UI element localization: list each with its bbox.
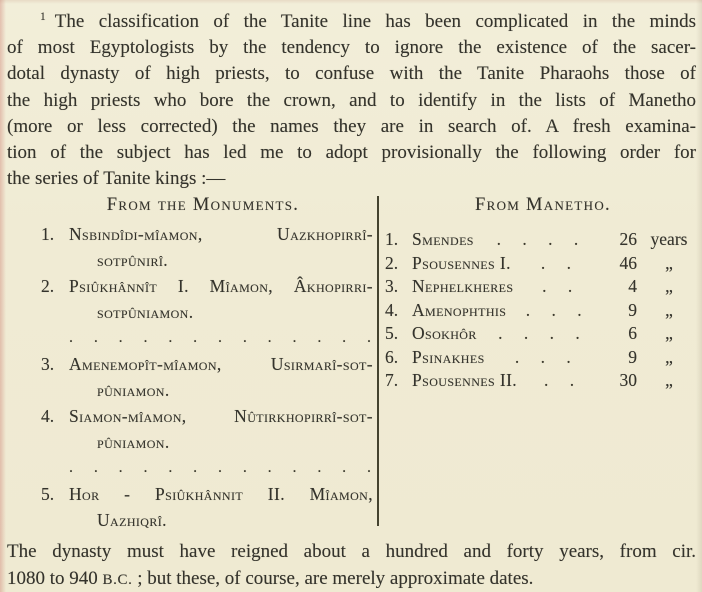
reign-years-value: 26 <box>619 229 637 250</box>
dot-leader: . . <box>543 370 575 391</box>
footnote-line: dotal dynasty of high priests, to confuse with the Tanite Pharaohs those of <box>7 63 696 85</box>
reign-years-value: 30 <box>619 370 637 391</box>
monument-entry-continuation: Uazhiqrî. <box>97 510 167 531</box>
row-number: 1. <box>385 229 399 250</box>
king-name: Psinakhes <box>412 346 485 367</box>
monument-entry-continuation: sotpûniamon. <box>97 302 194 323</box>
monuments-column-header: From the Monuments. <box>106 195 300 216</box>
closing-paragraph <box>7 538 696 592</box>
king-name: Psousennes I. <box>412 252 511 273</box>
king-name: Smendes <box>412 229 474 250</box>
closing-line: The dynasty must have reigned about a hundred and forty years, from cir. <box>7 541 696 563</box>
footnote-line: tion of the subject has led me to adopt provisionally the following order for <box>7 142 696 164</box>
entry-number: 1. <box>41 224 55 245</box>
entry-text: Nsbindîdi-mîamon, Uazkhopirrî- <box>69 224 373 245</box>
dot-leader: . . . . <box>496 229 579 250</box>
row-number: 3. <box>385 276 399 297</box>
manetho-column-header: From Manetho. <box>475 195 611 216</box>
dot-leader: . . . . <box>498 323 580 344</box>
row-number: 5. <box>385 323 399 344</box>
dot-leader: . . . <box>514 346 571 367</box>
manetho-column <box>385 192 701 393</box>
entry-number: 4. <box>41 406 55 427</box>
manetho-row <box>385 228 701 252</box>
column-divider-rule <box>377 196 379 526</box>
footnote-marker: 1 <box>40 10 46 23</box>
king-name: Osokhôr <box>412 323 477 344</box>
row-number: 2. <box>385 252 399 273</box>
dot-leader: . . . <box>525 299 582 320</box>
dot-leader: . . <box>540 252 571 273</box>
dot-leader: . . <box>542 276 573 297</box>
reign-years-unit: years <box>650 229 688 250</box>
footnote-line: (more or less corrected) the names they are in search of. A fresh examina- <box>7 115 696 137</box>
monument-entry-line <box>31 273 375 299</box>
footnote-line: the series of Tanite kings :— <box>7 168 226 190</box>
manetho-rows <box>385 221 701 393</box>
reign-years-value: 46 <box>619 252 637 273</box>
ditto-mark: „ <box>665 252 673 273</box>
reign-years-value: 4 <box>628 276 637 297</box>
bc-era-abbreviation: B.C. <box>102 572 133 589</box>
scan-edge-artifact-top <box>0 0 702 4</box>
footnote-paragraph <box>7 9 696 192</box>
manetho-row <box>385 369 701 393</box>
footnote-line: of most Egyptologists by the tendency to ignore the existence of the sacer- <box>7 37 696 59</box>
row-number: 7. <box>385 370 399 391</box>
ditto-mark: „ <box>665 370 673 391</box>
closing-line2-pre: 1080 to 940 <box>7 568 103 590</box>
footnote-line-text: The classification of the Tanite line has been complicated in the minds <box>54 11 696 32</box>
monuments-column <box>31 192 375 533</box>
monument-entry-continuation: sotpûnirî. <box>97 250 169 271</box>
king-name: Nephelkheres <box>412 276 514 297</box>
manetho-row <box>385 299 701 323</box>
row-number: 4. <box>385 299 399 320</box>
king-name: Psousennes II. <box>412 370 518 391</box>
entry-text: Psiûkhânnît I. Mîamon, Âkhopirri- <box>69 276 373 297</box>
ditto-mark: „ <box>665 299 673 320</box>
entry-text: Amenemopît-mîamon, Usirmarî-sot- <box>69 354 373 375</box>
entry-number: 5. <box>41 484 55 505</box>
row-number: 6. <box>385 346 399 367</box>
reign-years-value: 9 <box>628 346 637 367</box>
manetho-row <box>385 322 701 346</box>
monument-entry-line <box>31 351 375 377</box>
ditto-mark: „ <box>665 276 673 297</box>
monument-entry-line <box>31 403 375 429</box>
lacuna-dotted-line: . . . . . . . . . . . . . <box>69 329 371 347</box>
king-list-columns <box>7 192 696 538</box>
scan-edge-artifact-left <box>0 0 6 592</box>
entry-number: 3. <box>41 354 55 375</box>
ditto-mark: „ <box>665 346 673 367</box>
entry-text: Hor - Psiûkhânnit II. Mîamon, <box>69 484 373 505</box>
footnote-line <box>7 9 696 35</box>
closing-line <box>7 565 696 592</box>
monument-entry-line <box>31 481 375 507</box>
manetho-row <box>385 346 701 370</box>
monument-entry-continuation: pûniamon. <box>97 432 170 453</box>
lacuna-dotted-line: . . . . . . . . . . . . . <box>69 459 371 477</box>
footnote-line: the high priests who bore the crown, and to identify in the lists of Manetho <box>7 89 696 111</box>
monument-entry-continuation: pûniamon. <box>97 380 170 401</box>
reign-years-value: 6 <box>628 323 637 344</box>
king-name: Amenophthis <box>412 299 507 320</box>
monument-entry-line <box>31 221 375 247</box>
manetho-row <box>385 275 701 299</box>
reign-years-value: 9 <box>628 299 637 320</box>
entry-number: 2. <box>41 276 55 297</box>
closing-line2-post: ; but these, of course, are merely approximate dates. <box>132 568 534 590</box>
entry-text: Siamon-mîamon, Nûtirkhopirrî-sot- <box>69 406 373 427</box>
manetho-row <box>385 252 701 276</box>
ditto-mark: „ <box>665 323 673 344</box>
